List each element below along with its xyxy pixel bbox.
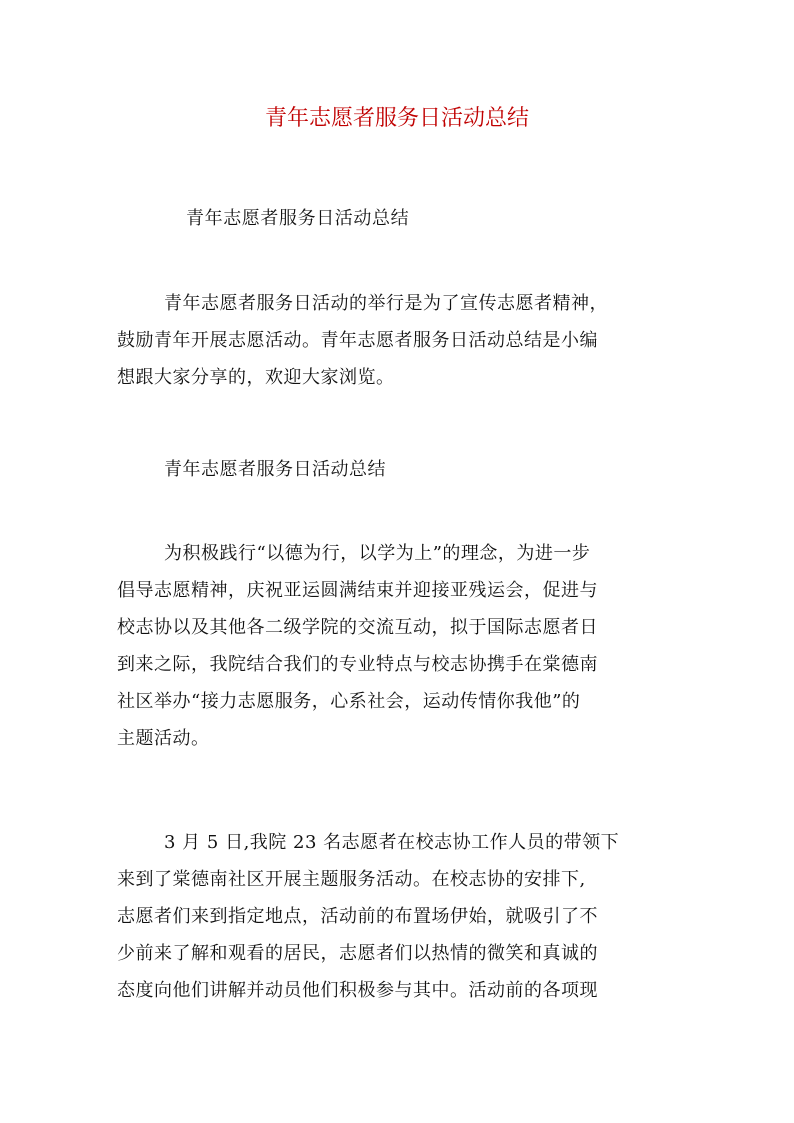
document-title: 青年志愿者服务日活动总结 xyxy=(264,106,529,131)
paragraph-line: 志愿者们来到指定地点，活动前的布置场伊始，就吸引了不 xyxy=(117,906,598,927)
paragraph-line: 倡导志愿精神，庆祝亚运圆满结束并迎接亚残运会，促进与 xyxy=(117,580,598,601)
paragraph-line: 到来之际，我院结合我们的专业特点与校志协携手在棠德南 xyxy=(117,654,598,675)
section-heading: 青年志愿者服务日活动总结 xyxy=(164,459,386,480)
paragraph-line: 3 月 5 日,我院 23 名志愿者在校志协工作人员的带领下 xyxy=(164,832,620,853)
paragraph-line: 主题活动。 xyxy=(117,728,210,749)
body-paragraph-2 xyxy=(117,824,687,1009)
paragraph-line: 态度向他们讲解并动员他们积极参与其中。活动前的各项现 xyxy=(117,980,598,1001)
document-subtitle: 青年志愿者服务日活动总结 xyxy=(186,208,410,229)
paragraph-line: 为积极践行“以德为行，以学为上”的理念，为进一步 xyxy=(164,543,591,564)
intro-line: 鼓励青年开展志愿活动。青年志愿者服务日活动总结是小编 xyxy=(117,330,598,351)
intro-paragraph xyxy=(117,285,687,396)
paragraph-line: 校志协以及其他各二级学院的交流互动，拟于国际志愿者日 xyxy=(117,617,598,638)
paragraph-line: 社区举办“接力志愿服务，心系社会，运动传情你我他”的 xyxy=(117,691,581,712)
paragraph-line: 来到了棠德南社区开展主题服务活动。在校志协的安排下, xyxy=(117,869,586,890)
paragraph-line: 少前来了解和观看的居民，志愿者们以热情的微笑和真诚的 xyxy=(117,943,598,964)
body-paragraph-1 xyxy=(117,535,687,757)
intro-line: 想跟大家分享的，欢迎大家浏览。 xyxy=(117,367,395,388)
intro-line: 青年志愿者服务日活动的举行是为了宣传志愿者精神， xyxy=(164,293,608,314)
